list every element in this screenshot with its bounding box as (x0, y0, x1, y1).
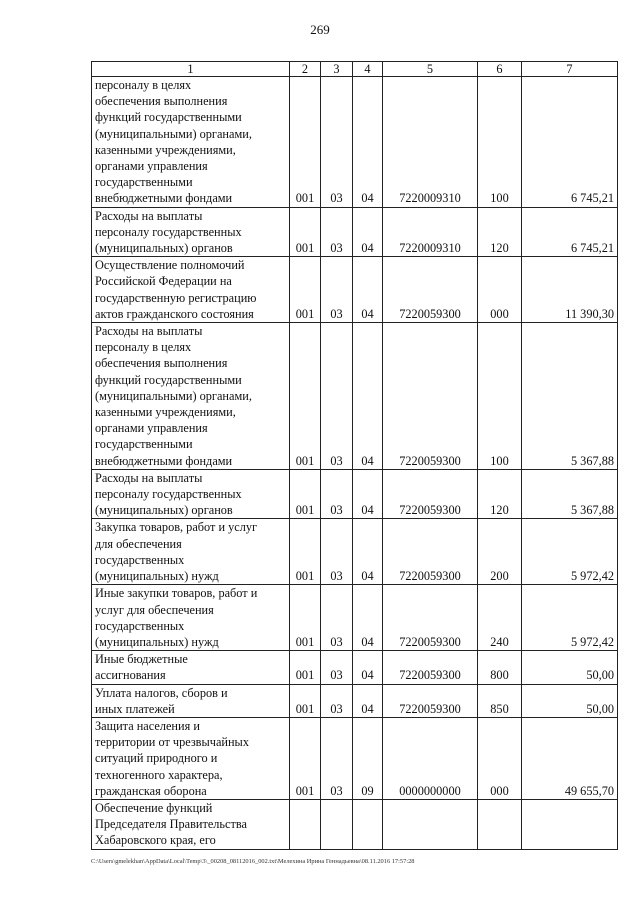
cell-target-article: 7220059300 (383, 257, 478, 323)
row-name-line: персоналу в целях (95, 78, 192, 92)
cell-target-article: 7220059300 (383, 585, 478, 651)
cell-gr-code: 001 (290, 257, 321, 323)
cell-gr-code: 001 (290, 717, 321, 799)
cell-expense-type: 100 (478, 77, 522, 208)
row-name-cell (92, 585, 290, 651)
row-name-cell (92, 77, 290, 208)
row-name-line: Иные бюджетные (95, 652, 188, 667)
row-name-line: Расходы на выплаты (95, 470, 203, 485)
col-header-3: 3 (321, 62, 353, 77)
row-name-cell (92, 519, 290, 585)
row-name-line: Иные закупки товаров, работ и (95, 586, 258, 601)
cell-amount: 49 655,70 (522, 717, 618, 799)
cell-target-article: 0000000000 (383, 717, 478, 799)
row-name-line: Закупка товаров, работ и услуг (95, 520, 258, 535)
cell-target-article: 7220059300 (383, 323, 478, 470)
cell-subsection-code: 04 (353, 207, 383, 257)
cell-section-code: 03 (321, 207, 353, 257)
row-name-cell (92, 717, 290, 799)
row-name-line: казенными учреждениями, (95, 142, 236, 157)
row-name-cell (92, 651, 290, 684)
col-header-5: 5 (383, 62, 478, 77)
row-name-line: государственных (95, 552, 185, 567)
row-name-line: государственную регистрацию (95, 290, 257, 305)
row-name-line: Расходы на выплаты (95, 324, 203, 339)
row-name-line: Уплата налогов, сборов и (95, 685, 228, 700)
cell-section-code (321, 799, 353, 849)
cell-gr-code: 001 (290, 469, 321, 519)
table-row (92, 519, 618, 585)
row-name-line: (муниципальными) органами, (95, 388, 252, 403)
cell-gr-code: 001 (290, 684, 321, 717)
cell-amount: 5 972,42 (522, 519, 618, 585)
row-name-line: внебюджетными фондами (95, 191, 233, 206)
row-name-cell (92, 799, 290, 849)
row-name-line: Председателя Правительства (95, 817, 247, 832)
row-name-line: техногенного характера, (95, 767, 223, 782)
cell-section-code: 03 (321, 717, 353, 799)
row-name-line: для обеспечения (95, 536, 182, 551)
table-row (92, 651, 618, 684)
row-name-line: Обеспечение функций (95, 800, 213, 815)
cell-amount: 6 745,21 (522, 207, 618, 257)
cell-gr-code: 001 (290, 77, 321, 208)
row-name-line: гражданская оборона (95, 783, 207, 798)
col-header-7: 7 (522, 62, 618, 77)
row-name-line: территории от чрезвычайных (95, 735, 249, 750)
cell-section-code: 03 (321, 323, 353, 470)
cell-subsection-code: 04 (353, 519, 383, 585)
cell-section-code: 03 (321, 257, 353, 323)
row-name-line: персоналу в целях (95, 340, 192, 355)
cell-amount: 50,00 (522, 684, 618, 717)
cell-target-article (383, 799, 478, 849)
row-name-line: внебюджетными фондами (95, 453, 233, 468)
row-name-line: государственными (95, 175, 193, 190)
col-header-1: 1 (92, 62, 290, 77)
cell-section-code: 03 (321, 469, 353, 519)
cell-subsection-code: 09 (353, 717, 383, 799)
cell-gr-code: 001 (290, 651, 321, 684)
cell-subsection-code: 04 (353, 77, 383, 208)
cell-subsection-code: 04 (353, 469, 383, 519)
cell-expense-type: 850 (478, 684, 522, 717)
cell-section-code: 03 (321, 519, 353, 585)
col-header-2: 2 (290, 62, 321, 77)
row-name-line: органами управления (95, 421, 208, 436)
cell-gr-code (290, 799, 321, 849)
row-name-cell (92, 207, 290, 257)
cell-subsection-code: 04 (353, 651, 383, 684)
table-body (92, 77, 618, 850)
row-name-line: (муниципальных) органов (95, 241, 233, 256)
cell-target-article: 7220009310 (383, 207, 478, 257)
cell-amount: 50,00 (522, 651, 618, 684)
cell-subsection-code: 04 (353, 585, 383, 651)
cell-expense-type: 120 (478, 207, 522, 257)
cell-subsection-code: 04 (353, 257, 383, 323)
cell-amount: 5 972,42 (522, 585, 618, 651)
table-row (92, 207, 618, 257)
cell-gr-code: 001 (290, 519, 321, 585)
row-name-line: (муниципальных) органов (95, 503, 233, 518)
cell-section-code: 03 (321, 651, 353, 684)
cell-amount: 6 745,21 (522, 77, 618, 208)
cell-target-article: 7220059300 (383, 469, 478, 519)
cell-target-article: 7220059300 (383, 519, 478, 585)
budget-table (91, 61, 618, 850)
page-number: 269 (310, 22, 330, 37)
header-row (92, 62, 618, 77)
table-row (92, 799, 618, 849)
row-name-line: (муниципальных) нужд (95, 634, 219, 649)
row-name-line: ассигнования (95, 668, 166, 683)
row-name-line: функций государственными (95, 110, 242, 125)
table-row (92, 469, 618, 519)
row-name-line: персоналу государственных (95, 487, 242, 502)
cell-amount: 11 390,30 (522, 257, 618, 323)
table-row (92, 77, 618, 208)
cell-expense-type: 240 (478, 585, 522, 651)
cell-section-code: 03 (321, 77, 353, 208)
row-name-line: ситуаций природного и (95, 751, 218, 766)
row-name-cell (92, 684, 290, 717)
cell-expense-type: 000 (478, 717, 522, 799)
row-name-line: услуг для обеспечения (95, 602, 214, 617)
row-name-line: функций государственными (95, 372, 242, 387)
cell-amount (522, 799, 618, 849)
table-row (92, 717, 618, 799)
cell-subsection-code: 04 (353, 684, 383, 717)
cell-expense-type: 000 (478, 257, 522, 323)
cell-amount: 5 367,88 (522, 323, 618, 470)
cell-target-article: 7220009310 (383, 77, 478, 208)
col-header-6: 6 (478, 62, 522, 77)
cell-gr-code: 001 (290, 207, 321, 257)
row-name-line: государственных (95, 618, 185, 633)
cell-subsection-code (353, 799, 383, 849)
row-name-line: актов гражданского состояния (95, 306, 254, 321)
row-name-line: Расходы на выплаты (95, 208, 203, 223)
row-name-line: обеспечения выполнения (95, 94, 228, 109)
row-name-line: Осуществление полномочий (95, 258, 245, 273)
cell-expense-type (478, 799, 522, 849)
row-name-line: Защита населения и (95, 718, 200, 733)
row-name-cell (92, 257, 290, 323)
row-name-line: персоналу государственных (95, 224, 242, 239)
file-path-footer: C:\Users\gmelekhan\AppData\Local\Temp\3\_00208_08112016_002.txt\Мелехина Ирина Геннадьевна\08.11.2016 17:57:28 (91, 858, 415, 865)
row-name-cell (92, 469, 290, 519)
col-header-4: 4 (353, 62, 383, 77)
cell-expense-type: 120 (478, 469, 522, 519)
row-name-line: (муниципальных) нужд (95, 569, 219, 584)
cell-subsection-code: 04 (353, 323, 383, 470)
row-name-line: иных платежей (95, 701, 175, 716)
cell-expense-type: 800 (478, 651, 522, 684)
row-name-line: Хабаровского края, его (95, 833, 216, 848)
row-name-line: (муниципальными) органами, (95, 126, 252, 141)
table-row (92, 323, 618, 470)
cell-target-article: 7220059300 (383, 651, 478, 684)
row-name-line: Российской Федерации на (95, 274, 232, 289)
cell-target-article: 7220059300 (383, 684, 478, 717)
cell-amount: 5 367,88 (522, 469, 618, 519)
row-name-line: обеспечения выполнения (95, 356, 228, 371)
cell-expense-type: 100 (478, 323, 522, 470)
cell-gr-code: 001 (290, 323, 321, 470)
cell-section-code: 03 (321, 585, 353, 651)
table-row (92, 684, 618, 717)
row-name-line: органами управления (95, 159, 208, 174)
cell-gr-code: 001 (290, 585, 321, 651)
row-name-line: государственными (95, 437, 193, 452)
row-name-line: казенными учреждениями, (95, 405, 236, 420)
cell-expense-type: 200 (478, 519, 522, 585)
table-row (92, 257, 618, 323)
row-name-cell (92, 323, 290, 470)
cell-section-code: 03 (321, 684, 353, 717)
table-row (92, 585, 618, 651)
